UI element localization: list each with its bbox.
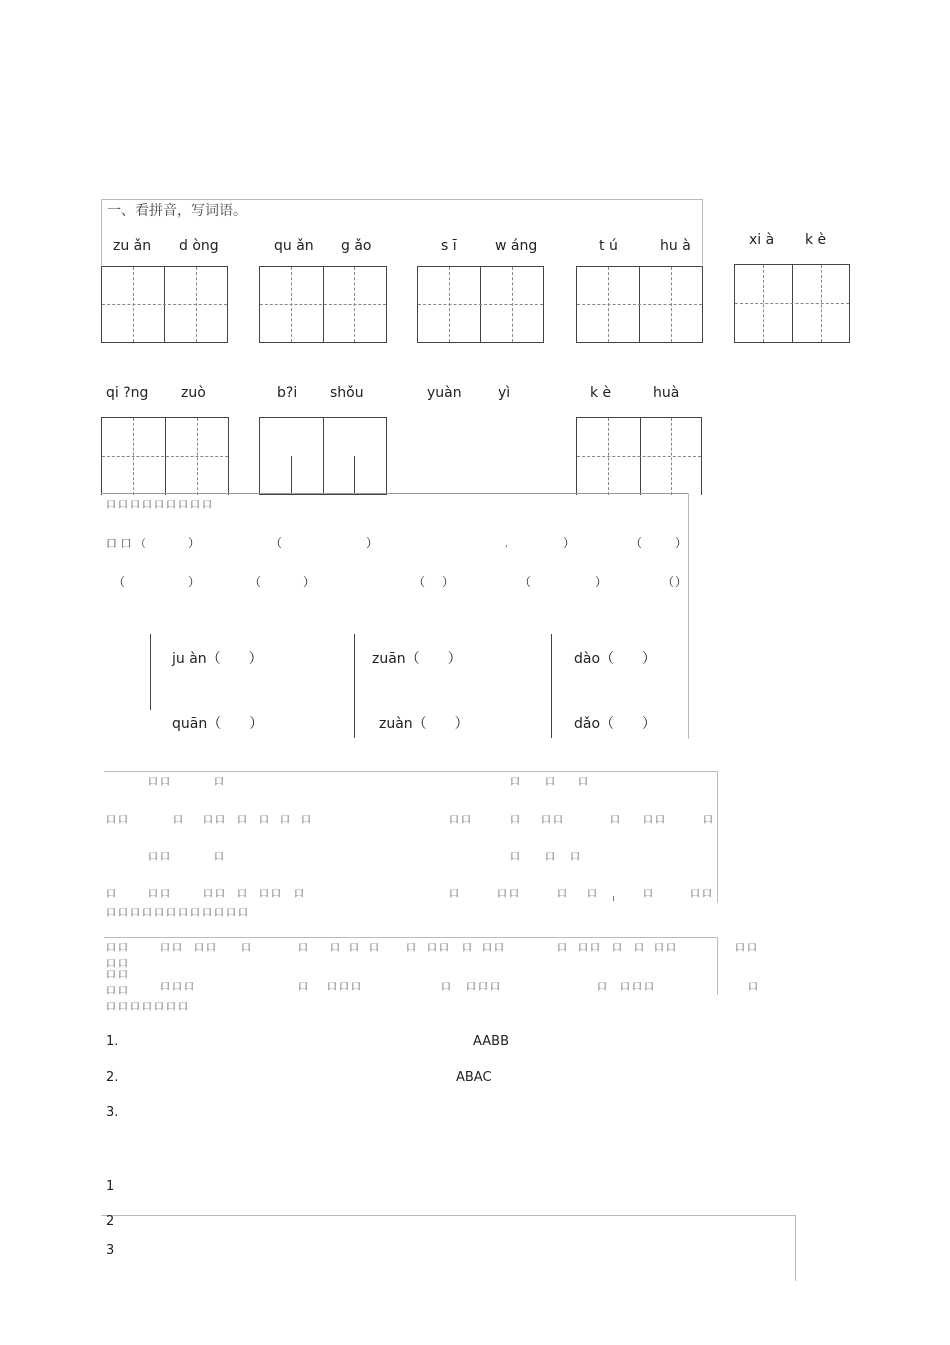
s3-r2-10: 口 (610, 815, 622, 826)
pinyin-4a: t ú (599, 238, 618, 254)
section1-title: 一、看拼音，写词语。 (107, 203, 247, 219)
s4-r1-5: 口 (330, 943, 342, 954)
s4-r1-4: 口 (298, 943, 310, 954)
s4-r1-13: 口口 (578, 943, 602, 954)
s4-r2-2: 口口口 (327, 982, 363, 993)
s4-r1-17: 口口 (735, 943, 759, 954)
abac-label: ABAC (456, 1070, 492, 1085)
s4-r1-10: 口 (462, 943, 474, 954)
s4-r2a: 口口 (106, 970, 130, 981)
section2-top-border (101, 493, 689, 494)
s4-r1-16: 口口 (654, 943, 678, 954)
section4-top-border (104, 937, 718, 938)
section2-right-border (688, 493, 689, 739)
s2-r1-2: （ (270, 536, 283, 550)
s3-r3-2: 口 (510, 852, 522, 863)
s3-r4-2: 口口 (203, 889, 227, 900)
poly-divider-3 (551, 634, 552, 738)
section3-right-border (717, 771, 718, 903)
pinyin-8a: yuàn (427, 385, 462, 401)
s4-r2-5: 口 (597, 982, 609, 993)
s2-r1-5: ） (563, 536, 576, 550)
poly-3-top: dào（ ） (574, 651, 657, 667)
s2-r1-0: 口 口 （ (106, 537, 146, 550)
poly-3-bottom: dǎo（ ） (574, 716, 657, 732)
section6-top-border (101, 1215, 796, 1216)
writing-grid-6[interactable] (101, 417, 229, 495)
pinyin-1a: zu ǎn (113, 238, 152, 254)
grid-7-stub-2 (354, 456, 355, 494)
s4-r1-8: 口 (406, 943, 418, 954)
s3-r2-0: 口口 (106, 815, 130, 826)
s4-r1-6: 口 (349, 943, 361, 954)
poly-2-bottom: zuàn（ ） (379, 716, 469, 732)
s2-r2-8: （ (662, 575, 675, 589)
writing-grid-1[interactable] (101, 266, 228, 343)
s3-r4-0: 口 (106, 889, 118, 900)
pinyin-5b: k è (805, 232, 827, 248)
s3-r2-5: 口 (280, 815, 292, 826)
s3-tick-mark (613, 896, 614, 901)
s3-r1-4: 口 (578, 777, 590, 788)
pinyin-6b: zuò (181, 385, 206, 401)
s4-r1-0: 口口 (106, 943, 130, 954)
pinyin-6a: qi ?ng (106, 385, 149, 401)
pinyin-9b: huà (653, 385, 680, 401)
writing-grid-7[interactable] (259, 417, 387, 495)
section1-right-border (702, 199, 703, 265)
section4-title: 口口口口口口口 (106, 1002, 190, 1013)
s3-r4-5: 口 (294, 889, 306, 900)
s3-r4-7: 口口 (497, 889, 521, 900)
s3-r4-9: 口 (587, 889, 599, 900)
s3-r4-4: 口口 (259, 889, 283, 900)
s3-r2-8: 口 (510, 815, 522, 826)
s3-r2-9: 口口 (541, 815, 565, 826)
s2-r2-9: ） (675, 575, 688, 589)
s4-r1-3: 口 (241, 943, 253, 954)
s4-r1-15: 口 (634, 943, 646, 954)
section2-title: 口口口口口口口口口 (106, 500, 214, 511)
s3-r4-3: 口 (237, 889, 249, 900)
section3-title: 口口口口口口口口口口口口 (106, 908, 250, 919)
poly-divider-1 (150, 634, 151, 710)
s3-r1-0: 口口 (148, 777, 172, 788)
pinyin-2a: qu ǎn (274, 238, 314, 254)
writing-grid-2[interactable] (259, 266, 387, 343)
poly-divider-2 (354, 634, 355, 738)
s2-r2-5: ） (442, 575, 455, 589)
s4-r2b: 口口 (106, 986, 130, 997)
pinyin-8b: yì (498, 385, 511, 401)
s3-r2-12: 口 (703, 815, 715, 826)
s3-r4-10: 口 (643, 889, 655, 900)
s2-r2-4: （ (413, 575, 426, 589)
writing-grid-5[interactable] (734, 264, 850, 343)
pinyin-4b: hu à (660, 238, 691, 254)
s3-r2-3: 口 (237, 815, 249, 826)
s4-r2-3: 口 (441, 982, 453, 993)
writing-grid-8[interactable] (576, 417, 702, 495)
section1-left-border (101, 199, 102, 265)
s4-r1-12: 口 (557, 943, 569, 954)
s3-r2-2: 口口 (203, 815, 227, 826)
s3-r4-1: 口口 (148, 889, 172, 900)
writing-grid-3[interactable] (417, 266, 544, 343)
s4-r1-7: 口 (369, 943, 381, 954)
s3-r3-4: 口 (570, 852, 582, 863)
pinyin-7b: shǒu (330, 385, 364, 401)
s3-r4-8: 口 (557, 889, 569, 900)
s2-r2-2: （ (249, 575, 262, 589)
s6-item-3: 3 (106, 1243, 115, 1258)
s3-r2-4: 口 (259, 815, 271, 826)
poly-2-top: zuān（ ） (372, 651, 462, 667)
s4-r1-11: 口口 (482, 943, 506, 954)
s3-r2-11: 口口 (643, 815, 667, 826)
s3-r1-1: 口 (214, 777, 226, 788)
s2-r1-1: ） (188, 536, 201, 550)
s2-r1-4: ， (505, 539, 513, 548)
s6-item-2: 2 (106, 1214, 115, 1229)
s3-r3-1: 口 (214, 852, 226, 863)
s4-r2-0: 口口口 (160, 982, 196, 993)
section4-right-border (717, 937, 718, 995)
s4-r2-6: 口口口 (620, 982, 656, 993)
s3-r1-2: 口 (510, 777, 522, 788)
s3-r2-6: 口 (301, 815, 313, 826)
s3-r3-3: 口 (545, 852, 557, 863)
pinyin-9a: k è (590, 385, 612, 401)
s4-r2-4: 口口口 (466, 982, 502, 993)
poly-1-top: ju àn（ ） (172, 651, 263, 667)
s3-r4-11: 口口 (690, 889, 714, 900)
s2-r2-0: （ (113, 575, 126, 589)
item-2: 2. (106, 1070, 119, 1085)
s3-r4-6: 口 (449, 889, 461, 900)
s2-r2-3: ） (303, 575, 316, 589)
s2-r2-6: （ (519, 575, 532, 589)
pinyin-2b: g ǎo (341, 238, 372, 254)
s2-r2-7: ） (595, 575, 608, 589)
s4-r1-14: 口 (612, 943, 624, 954)
s4-r1-9: 口口 (427, 943, 451, 954)
item-1: 1. (106, 1034, 119, 1049)
s6-item-1: 1 (106, 1179, 115, 1194)
section3-top-border (104, 771, 718, 772)
s4-r1-2: 口口 (194, 943, 218, 954)
pinyin-3a: s ī (441, 238, 457, 254)
s3-r2-1: 口 (173, 815, 185, 826)
s4-r1-1: 口口 (160, 943, 184, 954)
s3-r3-0: 口口 (148, 852, 172, 863)
s2-r1-7: ） (675, 536, 688, 550)
writing-grid-4[interactable] (576, 266, 703, 343)
pinyin-1b: d òng (179, 238, 219, 254)
s2-r1-6: （ (630, 536, 643, 550)
pinyin-3b: w áng (495, 238, 538, 254)
poly-1-bottom: quān（ ） (172, 716, 264, 732)
aabb-label: AABB (473, 1034, 509, 1049)
s4-r2-7: 口 (748, 982, 760, 993)
section6-right-border (795, 1215, 796, 1281)
s4-r2-1: 口 (298, 982, 310, 993)
item-3: 3. (106, 1105, 119, 1120)
grid-7-stub-1 (291, 456, 292, 494)
s4-r1b: 口口 (106, 959, 130, 970)
pinyin-5a: xi à (749, 232, 775, 248)
s2-r2-1: ） (188, 575, 201, 589)
pinyin-7a: b?i (277, 385, 298, 401)
s3-r2-7: 口口 (449, 815, 473, 826)
s2-r1-3: ） (366, 536, 379, 550)
s3-r1-3: 口 (545, 777, 557, 788)
